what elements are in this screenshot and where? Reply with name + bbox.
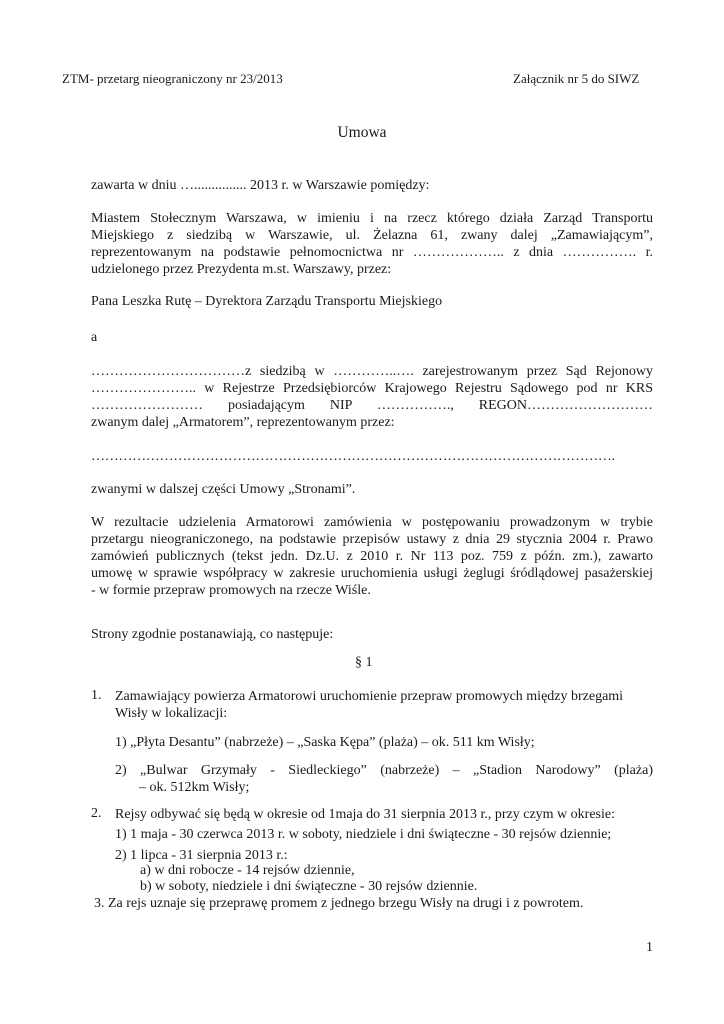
stronami-line: zwanymi w dalszej części Umowy „Stronami”. — [91, 482, 356, 497]
result-line: W rezultacie udzielenia Armatorowi zamówienia w postępowaniu prowadzonym w trybie — [91, 515, 653, 530]
party1-line: reprezentowanym na podstawie pełnomocnictwa nr ……………….. z dnia ……………. r. — [91, 245, 653, 260]
result-line: umowę w sprawie współpracy w zakresie uruchomienia usługi żeglugi śródlądowej pasażerskiej — [91, 566, 653, 581]
result-paragraph — [91, 514, 653, 599]
party2-line: ………………….. w Rejestrze Przedsiębiorców Krajowego Rejestru Sądowego pod nr KRS — [91, 381, 653, 396]
conjunction-a: a — [91, 330, 98, 345]
party2-paragraph — [91, 363, 653, 431]
representative-line: Pana Leszka Rutę – Dyrektora Zarządu Transportu Miejskiego — [91, 294, 443, 309]
header-left: ZTM- przetarg nieograniczony nr 23/2013 — [62, 71, 283, 86]
party2-line: ……………………………z siedzibą w …………..…. zarejestrowanym przez Sąd Rejonowy — [91, 364, 653, 379]
item1-subitem2-line: – ok. 512km Wisły; — [139, 780, 250, 795]
party1-paragraph — [91, 210, 653, 278]
party2-line: …………………… posiadającym NIP ……………., REGON……………………… — [91, 398, 653, 413]
party2-line: zwanym dalej „Armatorem”, reprezentowanym przez: — [91, 415, 395, 430]
item1-line: Wisły w lokalizacji: — [115, 706, 228, 721]
page-number: 1 — [646, 940, 653, 955]
party1-line: Miastem Stołecznym Warszawa, w imieniu i na rzecz którego działa Zarząd Transportu — [91, 211, 653, 226]
party1-line: udzielonego przez Prezydenta m.st. Warszawy, przez: — [91, 262, 392, 277]
intro-line: zawarta w dniu …............... 2013 r. w Warszawie pomiędzy: — [91, 178, 430, 193]
item2-number: 2. — [91, 806, 102, 821]
dotted-line: ……………………………………………………………………………………………………. — [91, 449, 615, 464]
item3-line: 3. Za rejs uznaje się przeprawę promem z jednego brzegu Wisły na drugi i z powrotem. — [94, 896, 584, 911]
header-right: Załącznik nr 5 do SIWZ — [513, 71, 640, 86]
dotted-representative-line — [91, 448, 653, 465]
document-title: Umowa — [337, 124, 387, 141]
item1-number: 1. — [91, 688, 102, 703]
item2-subitem2: 2) 1 lipca - 31 sierpnia 2013 r.: — [115, 848, 288, 863]
result-line: przetargu nieograniczonego, na podstawie przepisów ustawy z dnia 29 stycznia 2004 r. Prawo — [91, 532, 653, 547]
result-line: zamówień publicznych (tekst jedn. Dz.U. z 2010 r. Nr 113 poz. 759 z późn. zm.), zawarto — [91, 549, 653, 564]
item2-line: Rejsy odbywać się będą w okresie od 1maja do 31 sierpnia 2013 r., przy czym w okresie: — [115, 807, 615, 822]
item1-line: Zamawiający powierza Armatorowi uruchomienie przepraw promowych między brzegami — [115, 689, 624, 704]
section-symbol: § 1 — [355, 655, 373, 670]
item2-subitem1: 1) 1 maja - 30 czerwca 2013 r. w soboty, niedziele i dni świąteczne - 30 rejsów dziennie; — [115, 827, 612, 842]
item2-subitem2b: b) w soboty, niedziele i dni świąteczne - 30 rejsów dziennie. — [140, 879, 478, 894]
item2-subitem2a: a) w dni robocze - 14 rejsów dziennie, — [140, 863, 355, 878]
item1-subitem1: 1) „Płyta Desantu” (nabrzeże) – „Saska Kępa” (plaża) – ok. 511 km Wisły; — [115, 735, 535, 750]
party1-line: Miejskiego z siedzibą w Warszawie, ul. Żelazna 61, zwany dalej „Zamawiającym”, — [91, 228, 653, 243]
result-line: - w formie przepraw promowych na rzecze Wiśle. — [91, 583, 371, 598]
agreement-line: Strony zgodnie postanawiają, co następuje: — [91, 627, 334, 642]
item1-subitem2-line: 2) „Bulwar Grzymały - Siedleckiego” (nabrzeże) – „Stadion Narodowy” (plaża) — [115, 763, 653, 778]
item1-subitem2 — [115, 762, 653, 796]
